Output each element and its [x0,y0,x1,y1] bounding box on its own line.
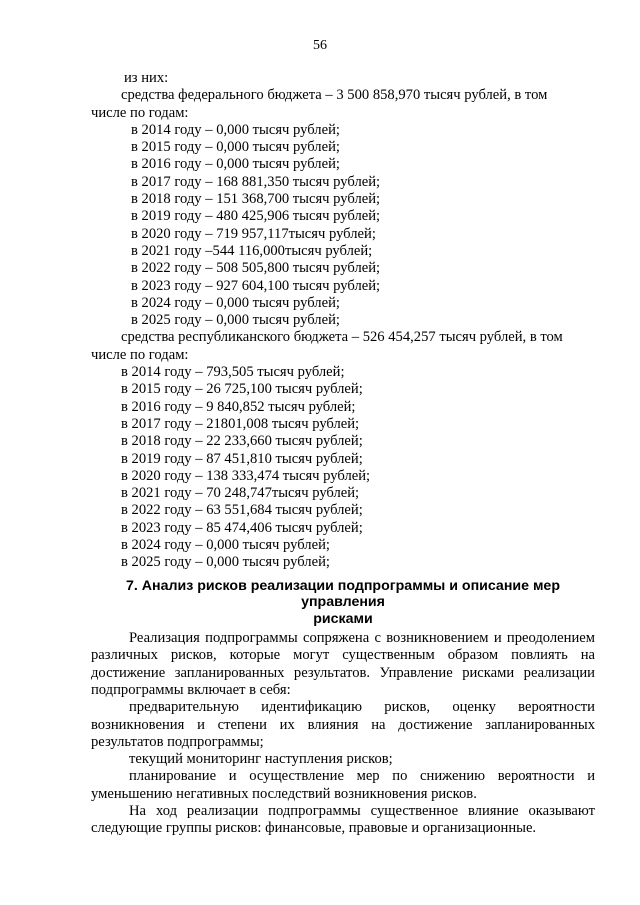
list-item: в 2022 году – 508 505,800 тысяч рублей; [131,260,381,277]
paragraph: предварительную идентификацию рисков, оценку вероятности возникновения и степени их влияния на достижение запланированных результатов подпрограммы; [91,699,595,750]
paragraph: Реализация подпрограммы сопряжена с возникновением и преодолением различных рисков, которые могут существенным образом повлиять на достижение запланированных результатов. Управление рисками реализации подпрограммы включает в себя: [91,630,595,698]
list-item: в 2023 году – 85 474,406 тысяч рублей; [121,519,363,536]
list-item: в 2015 году – 26 725,100 тысяч рублей; [121,381,363,398]
list-item: в 2016 году – 9 840,852 тысяч рублей; [121,398,356,415]
list-item: в 2020 году – 138 333,474 тысяч рублей; [121,467,371,484]
page-number: 56 [313,38,327,53]
page-content [91,70,595,838]
paragraph: текущий мониторинг наступления рисков; [129,751,393,768]
republican-budget-heading-cont: числе по годам: [91,346,189,363]
list-item: в 2024 году – 0,000 тысяч рублей; [121,537,330,554]
list-item: в 2024 году – 0,000 тысяч рублей; [131,294,340,311]
paragraph: На ход реализации подпрограммы существенное влияние оказывают следующие группы рисков: финансовые, правовые и организационные. [91,803,595,837]
list-item: в 2019 году – 87 451,810 тысяч рублей; [121,450,363,467]
list-item: в 2017 году – 168 881,350 тысяч рублей; [131,173,381,190]
list-item: в 2023 году – 927 604,100 тысяч рублей; [131,277,381,294]
list-item: в 2021 году –544 116,000тысяч рублей; [131,242,373,259]
list-item: в 2025 году – 0,000 тысяч рублей; [121,554,330,571]
funding-intro: из них: [124,70,169,86]
paragraph: планирование и осуществление мер по снижению вероятности и уменьшению негативных последствий возникновения рисков. [91,768,595,802]
list-item: в 2022 году – 63 551,684 тысяч рублей; [121,502,363,519]
list-item: в 2021 году – 70 248,747тысяч рублей; [121,485,360,502]
list-item: в 2025 году – 0,000 тысяч рублей; [131,312,340,329]
list-item: в 2014 году – 0,000 тысяч рублей; [131,121,340,138]
list-item: в 2019 году – 480 425,906 тысяч рублей; [131,208,381,225]
federal-budget-years [91,122,595,330]
section-title-line: рисками [313,610,373,627]
republican-budget-heading: средства республиканского бюджета – 526 454,257 тысяч рублей, в том [121,329,563,346]
republican-budget-years [91,364,595,572]
list-item: в 2017 году – 21801,008 тысяч рублей; [121,415,360,432]
list-item: в 2020 году – 719 957,117тысяч рублей; [131,225,376,242]
list-item: в 2014 году – 793,505 тысяч рублей; [121,364,345,381]
federal-budget-heading: средства федерального бюджета – 3 500 858,970 тысяч рублей, в том [121,87,548,104]
federal-budget-heading-cont: числе по годам: [91,104,189,121]
list-item: в 2016 году – 0,000 тысяч рублей; [131,156,340,173]
section-title-line: 7. Анализ рисков реализации подпрограммы и описание мер управления [126,577,560,611]
list-item: в 2018 году – 22 233,660 тысяч рублей; [121,433,363,450]
list-item: в 2018 году – 151 368,700 тысяч рублей; [131,191,381,208]
list-item: в 2015 году – 0,000 тысяч рублей; [131,139,340,156]
section-title [91,578,595,628]
